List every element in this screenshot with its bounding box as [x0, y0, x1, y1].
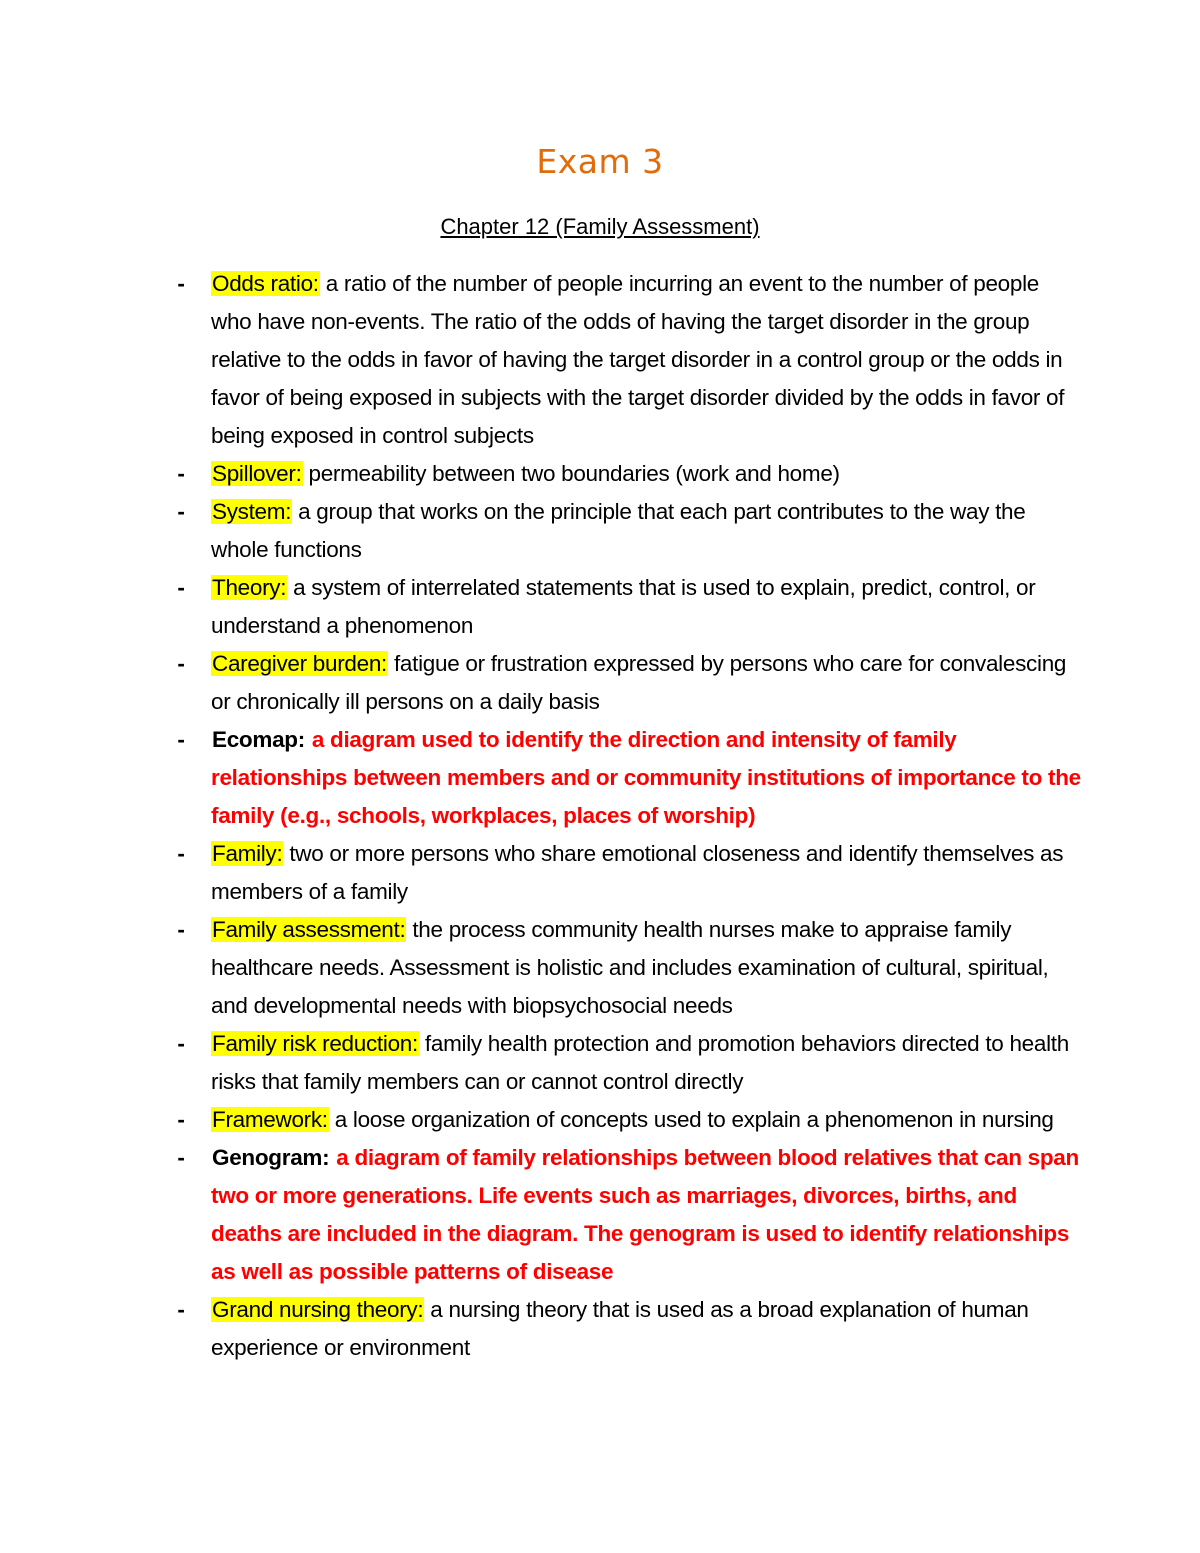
bullet-dash-icon: - [177, 917, 185, 942]
glossary-definition: family health protection and promotion behaviors directed to health risks that family members can or cannot control directly [211, 1031, 1069, 1094]
glossary-item [177, 493, 1081, 569]
glossary-item [177, 1291, 1081, 1367]
glossary-item [177, 645, 1081, 721]
document-title: Exam 3 [536, 142, 664, 181]
glossary-term: Family assessment: [212, 917, 406, 942]
glossary-definition: a ratio of the number of people incurring an event to the number of people who have non-events. The ratio of the odds of having the target disorder in the group relative to the odds in favor of having the target disorder in a control group or the odds in favor of being exposed in subjects with the target disorder divided by the odds in favor of being exposed in control subjects [211, 271, 1065, 448]
glossary-term: Theory: [212, 575, 287, 600]
glossary-definition: a diagram of family relationships between blood relatives that can span two or more generations. Life events such as marriages, divorces, births, and deaths are included in the diagram. The genogram is used to identify relationships as well as possible patterns of disease [211, 1145, 1079, 1284]
glossary-item [177, 721, 1081, 835]
bullet-dash-icon: - [177, 1107, 185, 1132]
glossary-definition: a loose organization of concepts used to explain a phenomenon in nursing [334, 1107, 1054, 1132]
bullet-dash-icon: - [177, 727, 185, 752]
glossary-term: Grand nursing theory: [212, 1297, 424, 1322]
glossary-item [177, 1139, 1081, 1291]
glossary-term: Framework: [212, 1107, 328, 1132]
bullet-dash-icon: - [177, 575, 185, 600]
glossary-definition: a group that works on the principle that each part contributes to the way the whole functions [211, 499, 1026, 562]
glossary-item [177, 455, 1081, 493]
glossary-item [177, 569, 1081, 645]
glossary-definition: the process community health nurses make to appraise family healthcare needs. Assessment is holistic and includes examination of cultural, spiritual, and developmental needs with biopsychosocial needs [211, 917, 1049, 1018]
bullet-dash-icon: - [177, 1297, 185, 1322]
bullet-dash-icon: - [177, 271, 185, 296]
bullet-dash-icon: - [177, 651, 185, 676]
glossary-term: Spillover: [212, 461, 302, 486]
glossary-term: Genogram: [212, 1145, 330, 1170]
glossary-term: Caregiver burden: [212, 651, 387, 676]
glossary-term: Family risk reduction: [212, 1031, 418, 1056]
glossary-term: Odds ratio: [212, 271, 319, 296]
bullet-dash-icon: - [177, 1031, 185, 1056]
bullet-dash-icon: - [177, 1145, 185, 1170]
chapter-heading: Chapter 12 (Family Assessment) [440, 214, 760, 239]
glossary-definition: a diagram used to identify the direction and intensity of family relationships between members and or community institutions of importance to the family (e.g., schools, workplaces, places of worship) [211, 727, 1081, 828]
glossary-item [177, 1101, 1081, 1139]
glossary-definition: a nursing theory that is used as a broad explanation of human experience or environment [211, 1297, 1029, 1360]
bullet-dash-icon: - [177, 461, 185, 486]
glossary-term: System: [212, 499, 292, 524]
glossary-definition: permeability between two boundaries (work and home) [308, 461, 840, 486]
glossary-list [177, 265, 1081, 1367]
glossary-definition: two or more persons who share emotional closeness and identify themselves as members of a family [211, 841, 1064, 904]
glossary-item [177, 265, 1081, 455]
glossary-definition: a system of interrelated statements that is used to explain, predict, control, or understand a phenomenon [211, 575, 1036, 638]
bullet-dash-icon: - [177, 841, 185, 866]
glossary-item [177, 835, 1081, 911]
glossary-term: Family: [212, 841, 283, 866]
glossary-definition: fatigue or frustration expressed by persons who care for convalescing or chronically ill persons on a daily basis [211, 651, 1067, 714]
bullet-dash-icon: - [177, 499, 185, 524]
glossary-term: Ecomap: [212, 727, 305, 752]
glossary-item [177, 911, 1081, 1025]
glossary-item [177, 1025, 1081, 1101]
